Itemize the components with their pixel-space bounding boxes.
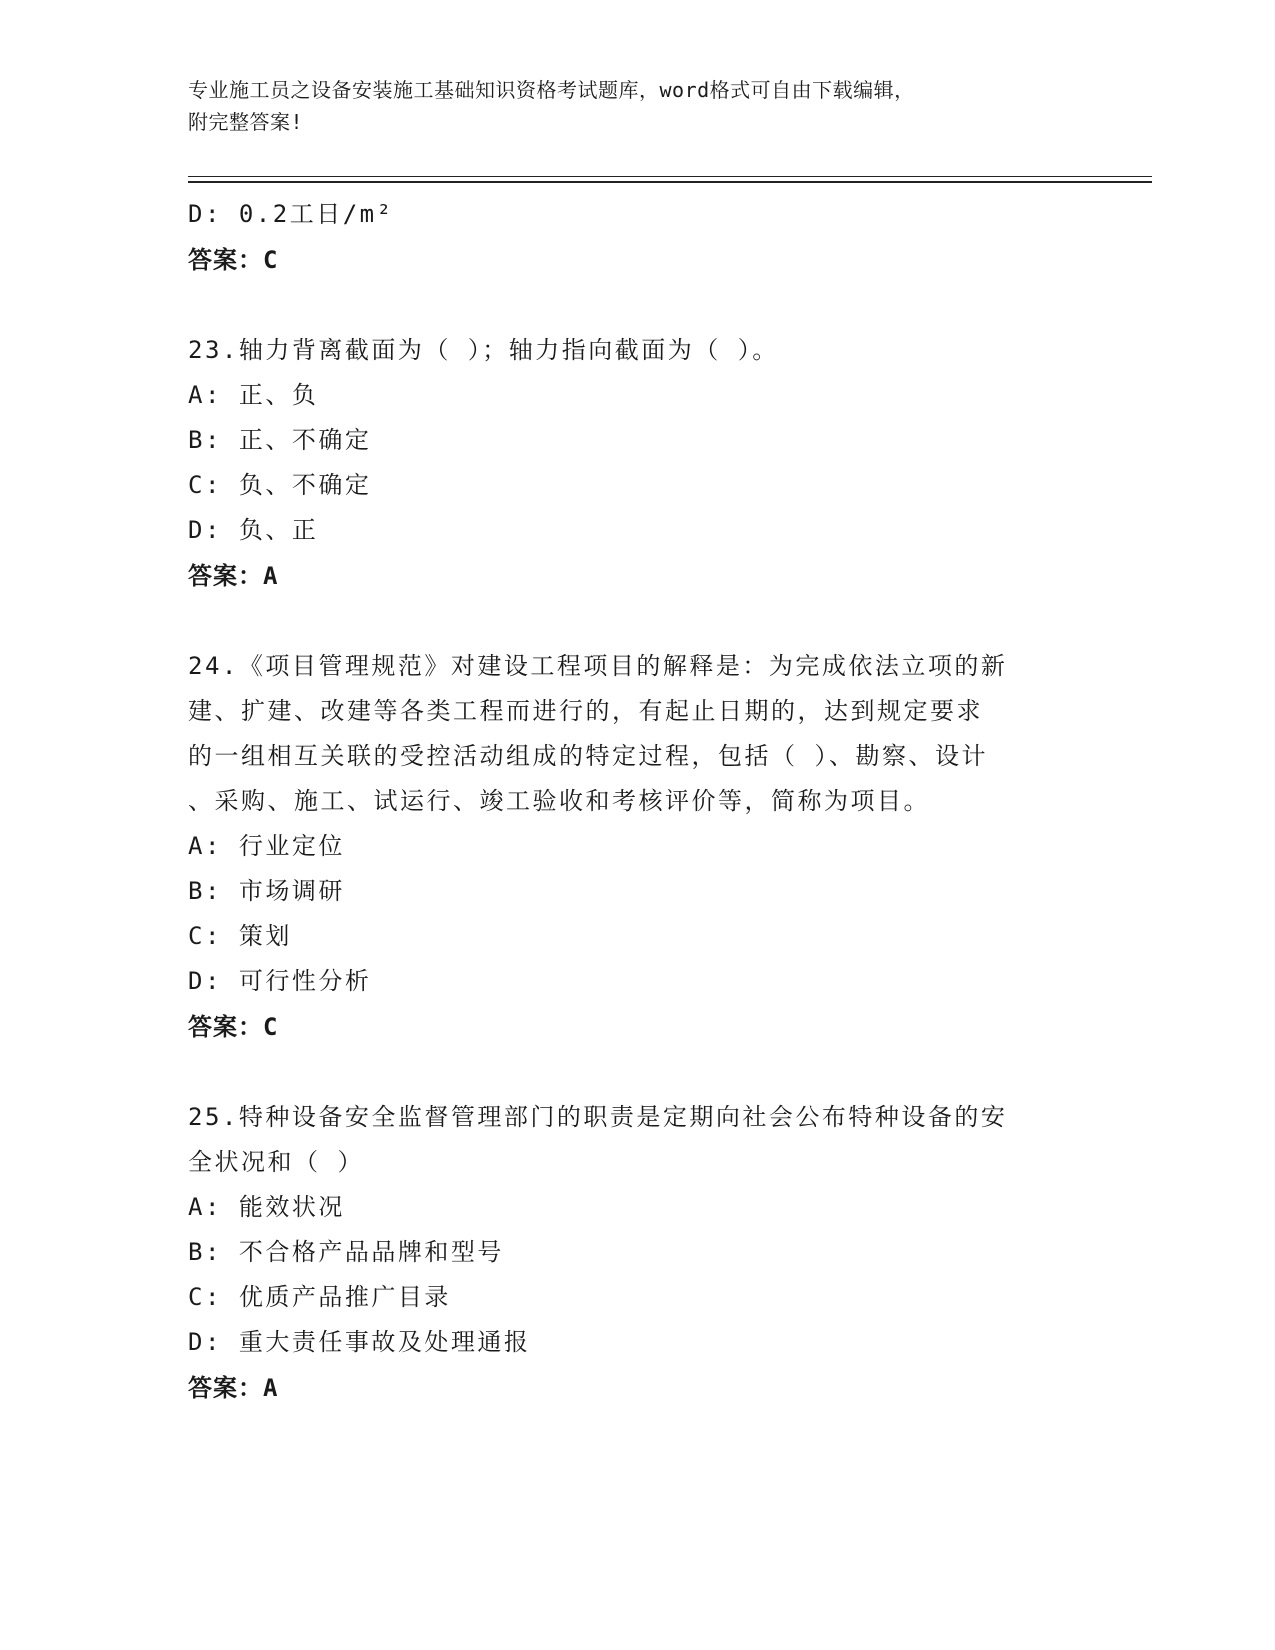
option-b: B: 市场调研 <box>188 877 345 905</box>
option-b: B: 正、不确定 <box>188 426 372 454</box>
question-text-line-3: 的一组相互关联的受控活动组成的特定过程，包括（ ）、勘察、设计 <box>188 742 988 770</box>
document-header <box>188 74 1088 138</box>
option-d: D: 负、正 <box>188 516 319 544</box>
header-rule-thick <box>188 181 1152 183</box>
question-text-line-2: 建、扩建、改建等各类工程而进行的，有起止日期的，达到规定要求 <box>188 697 983 725</box>
option-d: D: 可行性分析 <box>188 967 372 995</box>
question-25 <box>188 1095 1088 1411</box>
document-body <box>188 192 1088 1411</box>
option-a: A: 正、负 <box>188 381 319 409</box>
option-b: B: 不合格产品品牌和型号 <box>188 1238 504 1266</box>
option-a: A: 能效状况 <box>188 1193 345 1221</box>
header-line-1: 专业施工员之设备安装施工基础知识资格考试题库，word格式可自由下载编辑， <box>188 78 915 102</box>
question-text-line-2: 全状况和（ ） <box>188 1148 364 1176</box>
spacer <box>188 1050 1088 1095</box>
option-c: C: 策划 <box>188 922 292 950</box>
option-c: C: 负、不确定 <box>188 471 372 499</box>
header-line-2: 附完整答案! <box>188 110 304 134</box>
option-c: C: 优质产品推广目录 <box>188 1283 451 1311</box>
option-d: D: 0.2工日/m² <box>188 200 394 228</box>
question-text-line-1: 24.《项目管理规范》对建设工程项目的解释是：为完成依法立项的新 <box>188 652 1008 680</box>
answer-line: 答案：C <box>188 1013 279 1041</box>
answer-line: 答案：C <box>188 246 279 274</box>
question-24 <box>188 644 1088 1050</box>
spacer <box>188 283 1088 328</box>
question-text-line-1: 25.特种设备安全监督管理部门的职责是定期向社会公布特种设备的安 <box>188 1103 1008 1131</box>
answer-line: 答案：A <box>188 562 279 590</box>
option-d: D: 重大责任事故及处理通报 <box>188 1328 531 1356</box>
spacer <box>188 599 1088 644</box>
question-23 <box>188 328 1088 599</box>
question-text-line-4: 、采购、施工、试运行、竣工验收和考核评价等，简称为项目。 <box>188 787 930 815</box>
option-a: A: 行业定位 <box>188 832 345 860</box>
header-rule-thin <box>188 176 1152 177</box>
question-text: 23.轴力背离截面为（ ）；轴力指向截面为（ ）。 <box>188 336 779 364</box>
answer-line: 答案：A <box>188 1374 279 1402</box>
